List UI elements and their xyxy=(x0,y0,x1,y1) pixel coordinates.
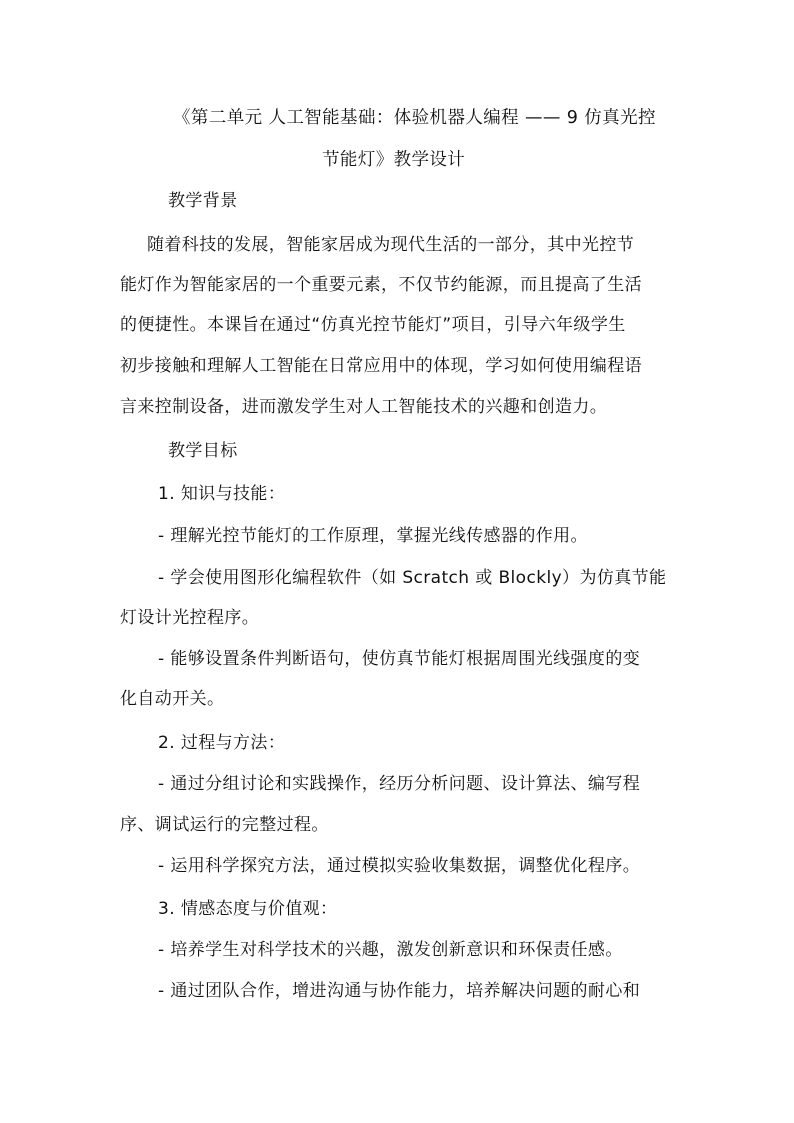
list-item-continuation: 灯设计光控程序。 xyxy=(120,608,260,628)
list-item: - 学会使用图形化编程软件（如 Scratch 或 Blockly）为仿真节能 xyxy=(158,568,667,588)
subheading-process: 2. 过程与方法： xyxy=(158,733,286,753)
paragraph-line: 能灯作为智能家居的一个重要元素，不仅节约能源，而且提高了生活 xyxy=(120,275,642,295)
section-heading-objectives: 教学目标 xyxy=(168,441,238,461)
document-title-line-1: 《第二单元 人工智能基础：体验机器人编程 —— 9 仿真光控 xyxy=(173,108,656,128)
document-title-line-2: 节能灯》教学设计 xyxy=(322,150,466,170)
subheading-attitude: 3. 情感态度与价值观： xyxy=(158,899,338,919)
list-item: - 运用科学探究方法，通过模拟实验收集数据，调整优化程序。 xyxy=(158,856,641,876)
section-heading-background: 教学背景 xyxy=(168,191,238,211)
list-item: - 理解光控节能灯的工作原理，掌握光线传感器的作用。 xyxy=(158,526,588,546)
list-item: - 通过分组讨论和实践操作，经历分析问题、设计算法、编写程 xyxy=(158,774,641,794)
list-item: - 培养学生对科学技术的兴趣，激发创新意识和环保责任感。 xyxy=(158,940,623,960)
list-item: - 通过团队合作，增进沟通与协作能力，培养解决问题的耐心和 xyxy=(158,981,641,1001)
paragraph-line: 初步接触和理解人工智能在日常应用中的体现，学习如何使用编程语 xyxy=(120,356,642,376)
list-item-continuation: 序、调试运行的完整过程。 xyxy=(120,815,329,835)
paragraph-line: 的便捷性。本课旨在通过“仿真光控节能灯”项目，引导六年级学生 xyxy=(120,315,626,335)
paragraph-line: 言来控制设备，进而激发学生对人工智能技术的兴趣和创造力。 xyxy=(120,397,608,417)
paragraph-line: 随着科技的发展，智能家居成为现代生活的一部分，其中光控节 xyxy=(147,235,635,255)
subheading-knowledge: 1. 知识与技能： xyxy=(158,484,286,504)
list-item: - 能够设置条件判断语句，使仿真节能灯根据周围光线强度的变 xyxy=(158,649,641,669)
list-item-continuation: 化自动开关。 xyxy=(120,689,225,709)
